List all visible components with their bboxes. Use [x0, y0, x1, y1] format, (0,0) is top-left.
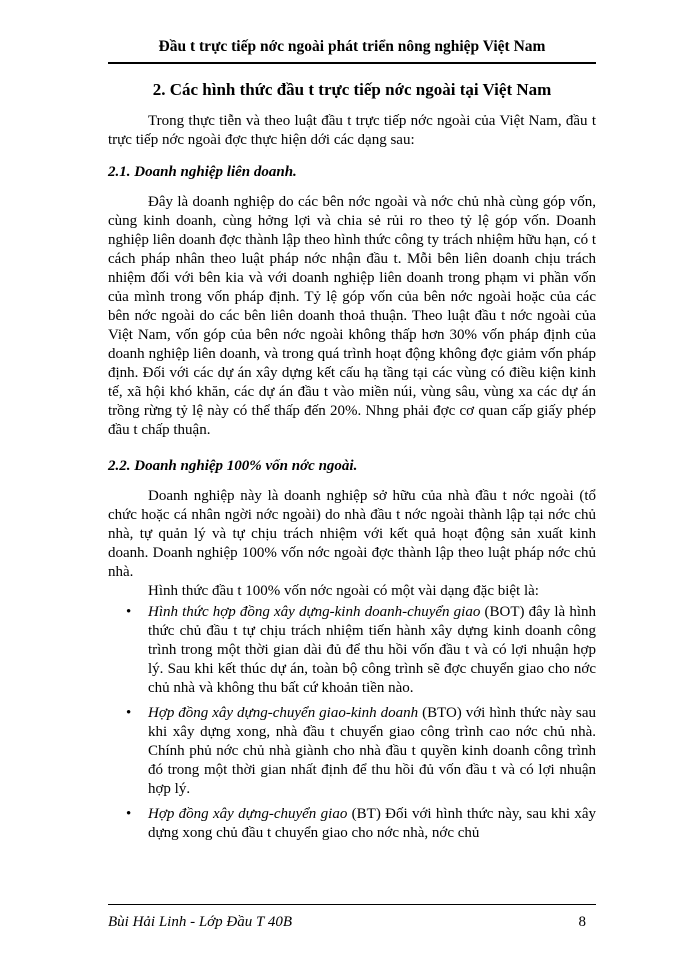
- bullet-icon: •: [126, 806, 132, 822]
- list-item: [108, 603, 596, 698]
- section-intro: Trong thực tiễn và theo luật đầu t trực tiếp nớc ngoài của Việt Nam, đầu t trực tiếp nớc ngoài đợc thực hiện dới các dạng sau:: [108, 113, 596, 148]
- page-number: 8: [578, 914, 586, 930]
- subsection-title-joint-venture: 2.1. Doanh nghiệp liên doanh.: [108, 164, 297, 180]
- page-footer: [108, 914, 596, 931]
- bullet-icon: •: [126, 705, 132, 721]
- page-body: [108, 80, 596, 849]
- special-forms-list: [108, 603, 596, 843]
- list-item-term: Hợp đồng xây dựng-chuyển giao-kinh doanh: [148, 705, 419, 721]
- footer-divider: [108, 904, 596, 905]
- list-item-text: (BT) Đối với hình thức này, sau khi xây dựng xong chủ đầu t chuyển giao cho nớc nhà, nớc chủ: [148, 806, 596, 841]
- footer-author: Bùi Hải Linh - Lớp Đầu T 40B: [108, 914, 292, 930]
- page-header: Đầu t trực tiếp nớc ngoài phát triển nông nghiệp Việt Nam: [108, 38, 596, 64]
- list-item: [108, 704, 596, 799]
- list-item-text: (BTO) với hình thức này sau khi xây dựng xong, nhà đầu t chuyển giao công trình cao nớc chủ nhà. Chính phủ nớc chủ nhà giành cho nhà đầu t quyền kinh doanh công trình đó trong một thời gian nhất định để thu hồi đủ vốn đầu t và có lợi nhuận hợp lý.: [148, 705, 596, 797]
- list-item-term: Hình thức hợp đồng xây dựng-kinh doanh-chuyển giao: [148, 604, 481, 620]
- subsection-title-foreign-owned: 2.2. Doanh nghiệp 100% vốn nớc ngoài.: [108, 458, 358, 474]
- foreign-owned-paragraph: Doanh nghiệp này là doanh nghiệp sở hữu của nhà đầu t nớc ngoài (tổ chức hoặc cá nhân ngời nớc ngoài) do nhà đầu t nớc ngoài thành lập tại nớc chủ nhà, tự quản lý và tự chịu trách nhiệm với kết quả hoạt động sản xuất kinh doanh. Doanh nghiệp 100% vốn nớc ngoài đợc thành lập theo luật pháp nớc chủ nhà.: [108, 488, 596, 580]
- list-item-text: (BOT) đây là hình thức chủ đầu t tự chịu trách nhiệm tiến hành xây dựng kinh doanh công trình trong một thời gian dài đủ để thu hồi vốn đầu t và có lợi nhuận hợp lý. Sau khi kết thúc dự án, toàn bộ công trình sẽ đợc chuyển giao cho nớc chủ nhà và không thu bất cứ khoản tiền nào.: [148, 604, 597, 696]
- list-item: [108, 805, 596, 843]
- section-title: 2. Các hình thức đầu t trực tiếp nớc ngoài tại Việt Nam: [152, 80, 552, 99]
- joint-venture-paragraph: Đây là doanh nghiệp do các bên nớc ngoài và nớc chủ nhà cùng góp vốn, cùng kinh doanh, cùng hởng lợi và chia sẻ rủi ro theo tỷ lệ góp vốn. Doanh nghiệp liên doanh đợc thành lập theo hình thức công ty trách nhiệm hữu hạn, có t cách pháp nhân theo luật pháp nớc nhận đầu t. Mỗi bên liên doanh chịu trách nhiệm đối với bên kia và với doanh nghiệp liên doanh trong phạm vi phần vốn của mình trong vốn pháp định. Tỷ lệ góp vốn của bên nớc ngoài hoặc của các bên nớc ngoài do các bên liên doanh thoả thuận. Theo luật đầu t nớc ngoài của Việt Nam, vốn góp của bên nớc ngoài không thấp hơn 30% vốn pháp định của doanh nghiệp liên doanh, và trong quá trình hoạt động không đợc giảm vốn pháp định. Đối với các dự án xây dựng kết cấu hạ tầng tại các vùng có điều kiện kinh tế, xã hội khó khăn, các dự án đầu t vào miền núi, vùng sâu, vùng xa các dự án trồng rừng tỷ lệ này có thể thấp đến 20%. Nhng phải đợc cơ quan cấp giấy phép đầu t chấp thuận.: [108, 194, 596, 438]
- list-item-term: Hợp đồng xây dựng-chuyển giao: [148, 806, 348, 822]
- special-forms-intro: Hình thức đầu t 100% vốn nớc ngoài có một vài dạng đặc biệt là:: [148, 583, 539, 599]
- bullet-icon: •: [126, 604, 132, 620]
